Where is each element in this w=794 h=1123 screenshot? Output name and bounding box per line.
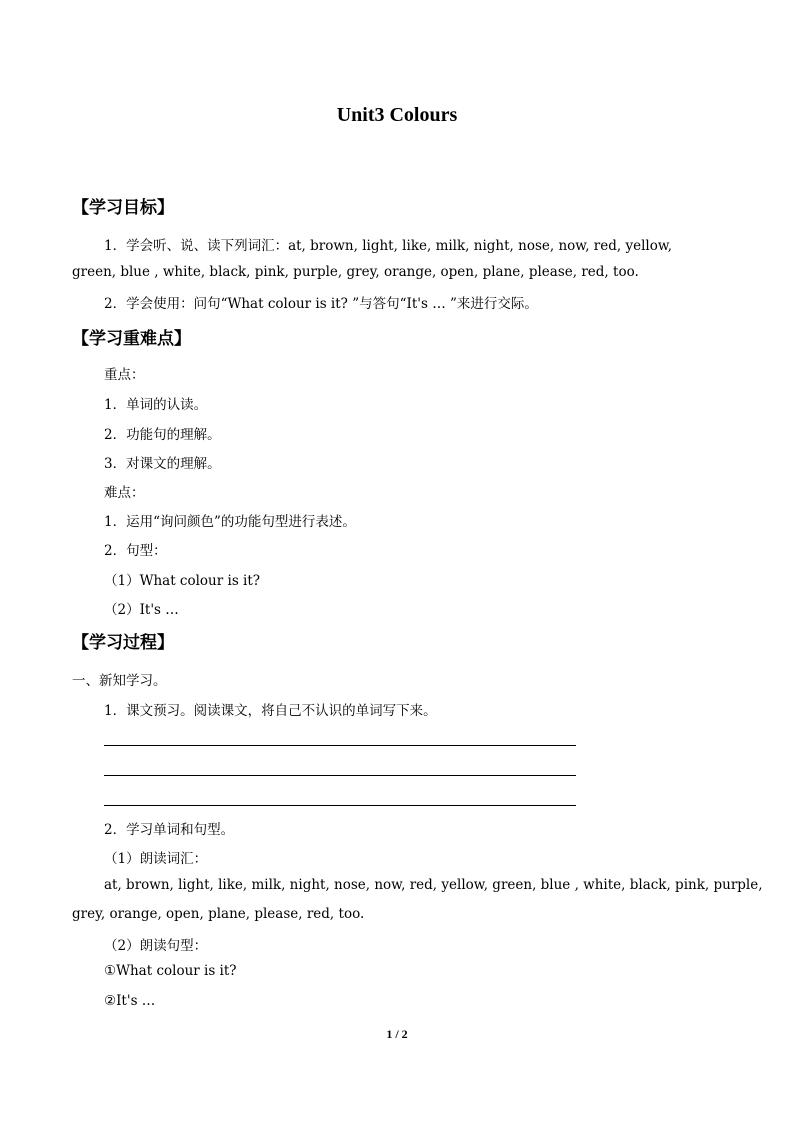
vocabulary-line-2: grey, orange, open, plane, please, red, too. bbox=[72, 906, 365, 922]
difficulty-item: 2．句型： bbox=[104, 543, 167, 559]
page-title: Unit3 Colours bbox=[336, 104, 458, 126]
process-sub-2: （2）朗读句型： bbox=[104, 938, 208, 954]
process-heading: 【学习过程】 bbox=[72, 633, 174, 653]
sentence-pattern: （1）What colour is it? bbox=[104, 573, 261, 589]
objectives-heading: 【学习目标】 bbox=[72, 198, 174, 218]
key-points-heading: 【学习重难点】 bbox=[72, 329, 191, 349]
practice-sentence: ②It's … bbox=[104, 993, 156, 1009]
sentence-pattern: （2）It's … bbox=[104, 602, 179, 618]
difficulty-item: 1．运用“询问颜色”的功能句型进行表述。 bbox=[104, 514, 356, 530]
process-sub-1: （1）朗读词汇： bbox=[104, 851, 208, 867]
focus-item: 2．功能句的理解。 bbox=[104, 427, 221, 443]
focus-item: 3．对课文的理解。 bbox=[104, 456, 221, 472]
write-in-line[interactable] bbox=[104, 805, 576, 806]
objectives-item-1-line-2: green, blue , white, black, pink, purple, grey, orange, open, plane, please, red, too. bbox=[72, 264, 639, 280]
vocabulary-line-1: at, brown, light, like, milk, night, nose, now, red, yellow, green, blue , white, black, pink, purple, bbox=[104, 877, 763, 893]
page-number: 1 / 2 bbox=[386, 1027, 408, 1041]
focus-label: 重点： bbox=[104, 367, 145, 383]
objectives-item-1-line-1: 1．学会听、说、读下列词汇：at, brown, light, like, milk, night, nose, now, red, yellow, bbox=[104, 238, 673, 254]
write-in-line[interactable] bbox=[104, 775, 576, 776]
practice-sentence: ①What colour is it? bbox=[104, 963, 237, 979]
difficulty-label: 难点： bbox=[104, 485, 145, 501]
focus-item: 1．单词的认读。 bbox=[104, 397, 208, 413]
objectives-item-2: 2．学会使用：问句“What colour is it? ”与答句“It's … ”来进行交际。 bbox=[104, 296, 538, 312]
process-part-1: 一、新知学习。 bbox=[72, 673, 167, 689]
write-in-line[interactable] bbox=[104, 745, 576, 746]
process-step-1: 1．课文预习。阅读课文，将自己不认识的单词写下来。 bbox=[104, 703, 437, 719]
process-step-2: 2．学习单词和句型。 bbox=[104, 822, 235, 838]
